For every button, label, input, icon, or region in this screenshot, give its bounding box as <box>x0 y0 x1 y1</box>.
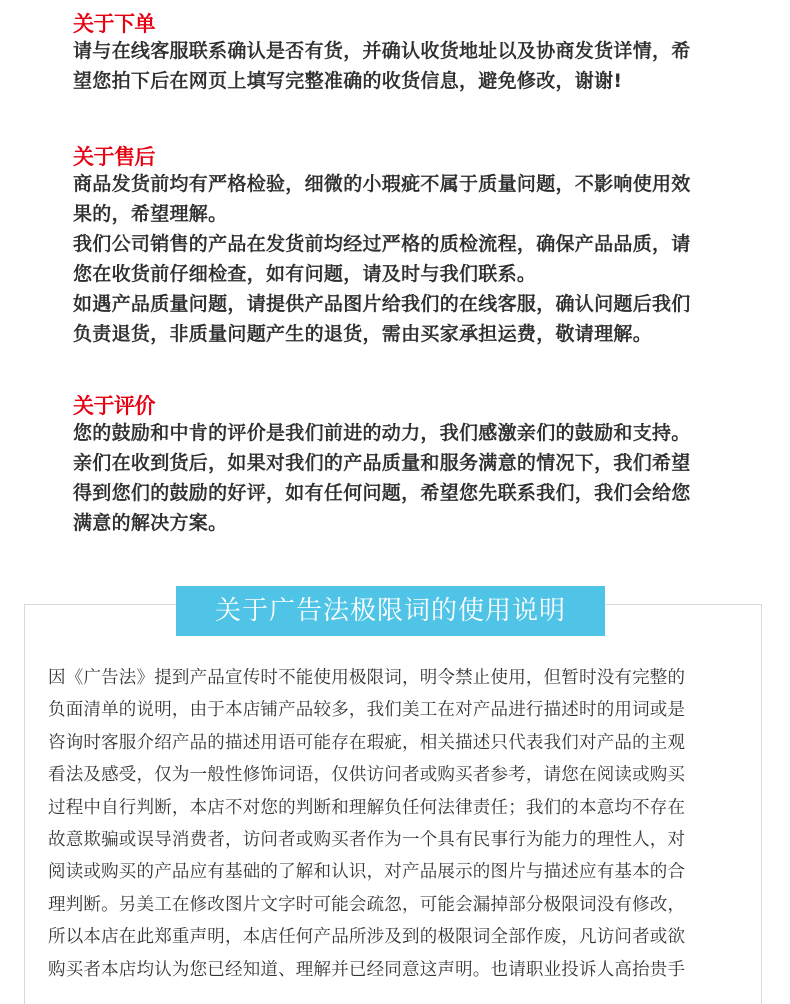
paragraph-line: 得到您们的鼓励的好评，如有任何问题，希望您先联系我们，我们会给您 <box>73 482 691 504</box>
section-heading-review: 关于评价 <box>73 394 155 418</box>
section-order <box>73 12 723 96</box>
paragraph-line: 果的，希望理解。 <box>73 203 228 225</box>
notice-line: 咨询时客服介绍产品的描述用语可能存在瑕疵，相关描述只代表我们对产品的主观 <box>48 732 686 753</box>
paragraph-line: 商品发货前均有严格检验，细微的小瑕疵不属于质量问题，不影响使用效 <box>73 173 691 195</box>
notice-line: 购买者本店均认为您已经知道、理解并已经同意这声明。也请职业投诉人高抬贵手 <box>48 959 686 980</box>
paragraph-line: 满意的解决方案。 <box>73 512 228 534</box>
paragraph-line: 负责退货，非质量问题产生的退货，需由买家承担运费，敬请理解。 <box>73 323 653 345</box>
section-heading-order: 关于下单 <box>73 12 155 36</box>
paragraph-line: 亲们在收到货后，如果对我们的产品质量和服务满意的情况下，我们希望 <box>73 452 691 474</box>
notice-line: 所以本店在此郑重声明，本店任何产品所涉及到的极限词全部作废，凡访问者或欲 <box>48 927 686 948</box>
notice-title-banner: 关于广告法极限词的使用说明 <box>176 586 605 636</box>
notice-line: 过程中自行判断，本店不对您的判断和理解负任何法律责任；我们的本意均不存在 <box>48 797 686 818</box>
paragraph-line: 您在收货前仔细检查，如有问题，请及时与我们联系。 <box>73 263 537 285</box>
notice-line: 阅读或购买的产品应有基础的了解和认识，对产品展示的图片与描述应有基本的合 <box>48 862 686 883</box>
section-review <box>73 394 723 538</box>
section-body-order <box>73 36 723 96</box>
paragraph-line: 我们公司销售的产品在发货前均经过严格的质检流程，确保产品品质，请 <box>73 233 691 255</box>
paragraph-line: 请与在线客服联系确认是否有货，并确认收货地址以及协商发货详情，希 <box>73 40 691 62</box>
notice-line: 故意欺骗或误导消费者，访问者或购买者作为一个具有民事行为能力的理性人，对 <box>48 830 686 851</box>
section-after-sale <box>73 145 723 349</box>
notice-line: 负面清单的说明，由于本店铺产品较多，我们美工在对产品进行描述时的用词或是 <box>48 700 686 721</box>
paragraph-line: 望您拍下后在网页上填写完整准确的收货信息，避免修改，谢谢! <box>73 70 623 92</box>
section-body-after-sale <box>73 169 723 349</box>
section-body-review <box>73 418 723 538</box>
section-heading-after-sale: 关于售后 <box>73 145 155 169</box>
paragraph-line: 如遇产品质量问题，请提供产品图片给我们的在线客服，确认问题后我们 <box>73 293 691 315</box>
notice-line: 因《广告法》提到产品宣传时不能使用极限词，明令禁止使用，但暂时没有完整的 <box>48 668 686 688</box>
notice-line: 看法及感受，仅为一般性修饰词语，仅供访问者或购买者参考，请您在阅读或购买 <box>48 765 686 786</box>
notice-line: 理判断。另美工在修改图片文字时可能会疏忽，可能会漏掉部分极限词没有修改， <box>48 894 686 915</box>
paragraph-line: 您的鼓励和中肯的评价是我们前进的动力，我们感激亲们的鼓励和支持。 <box>73 422 691 444</box>
notice-body <box>48 662 748 986</box>
